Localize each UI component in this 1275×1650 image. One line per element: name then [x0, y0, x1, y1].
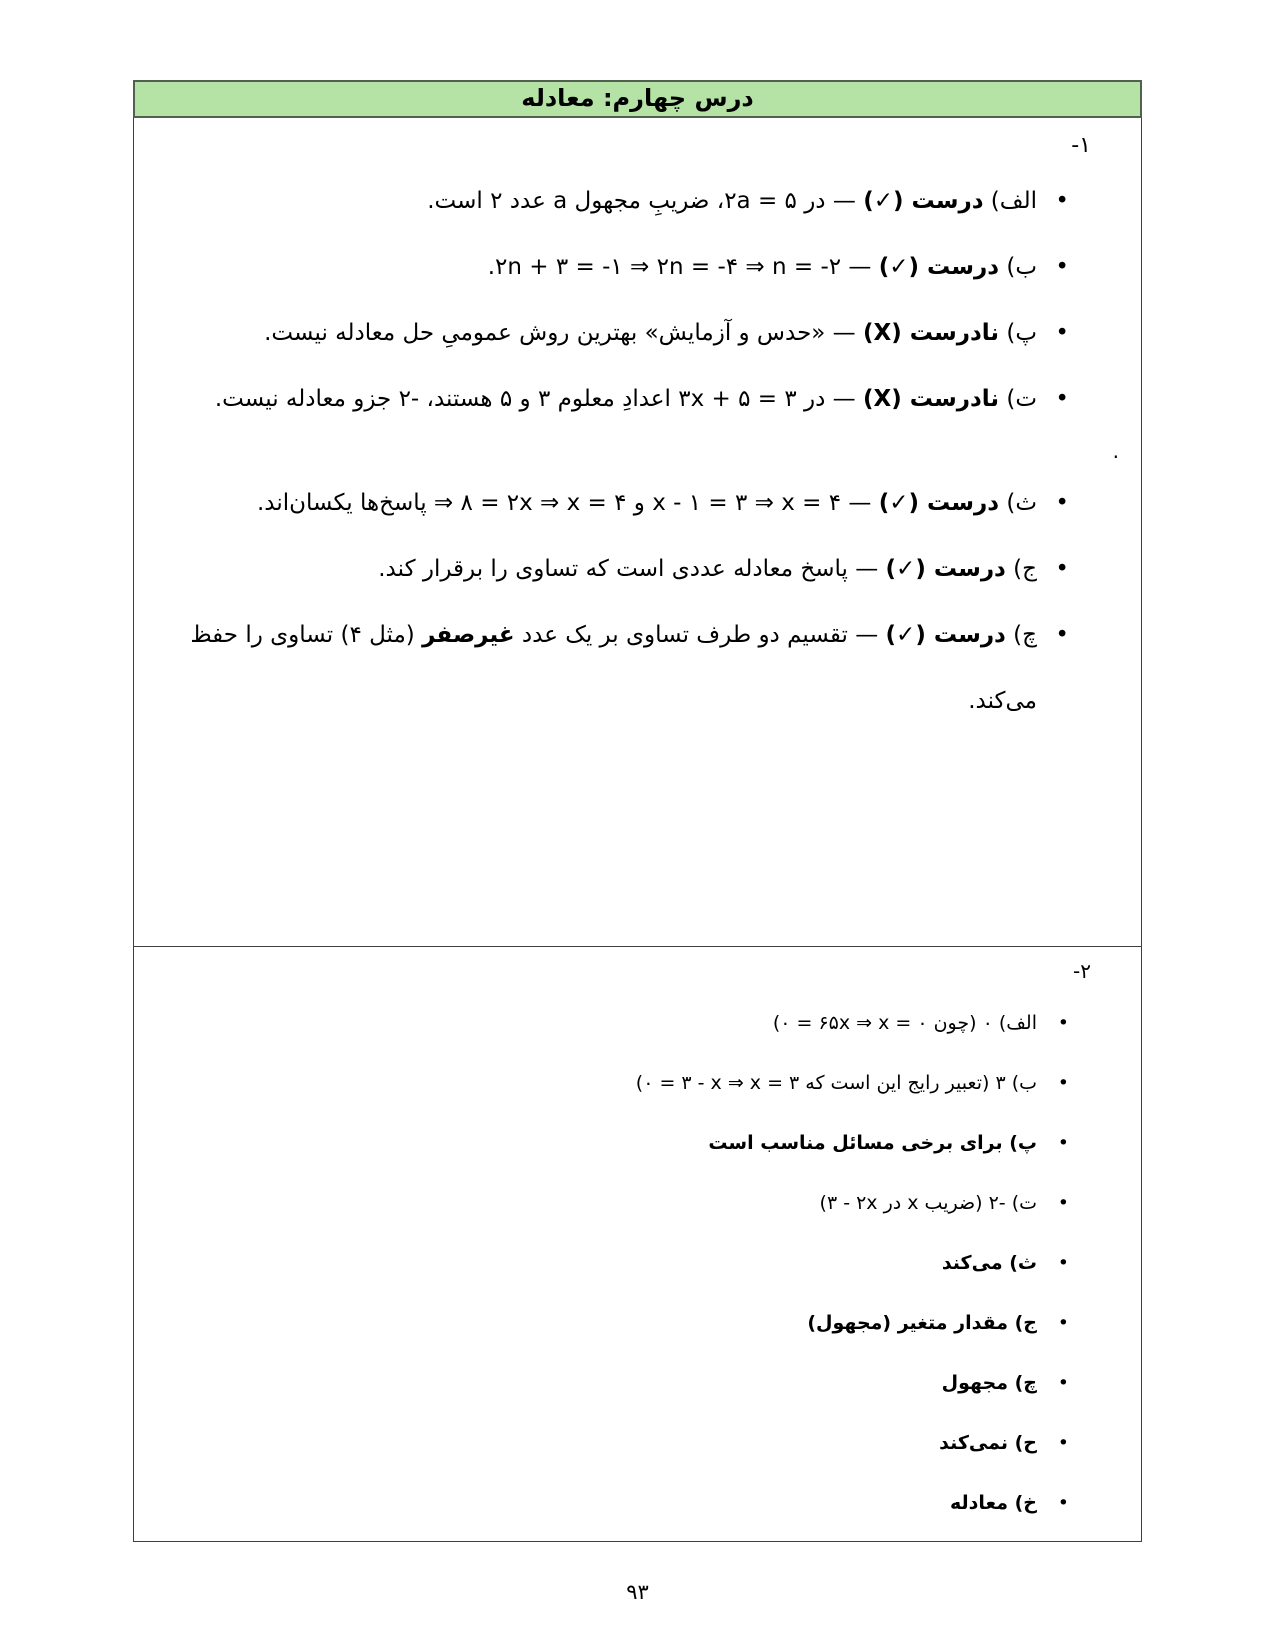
stray-dot [162, 432, 1119, 470]
section-question-2 [134, 946, 1141, 1541]
answer-text-segment: چ) مجهول [941, 1372, 1037, 1394]
answer-text-segment: ج) [1005, 556, 1037, 582]
answer-text-segment: — ⁦۲n + ۳ = -۱ ⇒ ۲n = -۴ ⇒ n = -۲⁩. [487, 254, 879, 280]
answer-text-segment: پ) [999, 320, 1037, 346]
answer-text-segment: غیرصفر [422, 622, 515, 648]
answer-text-segment: ث) [999, 490, 1037, 516]
answer-text-segment: چ) [1005, 622, 1037, 648]
answer-item [162, 1473, 1071, 1533]
answer-item [162, 366, 1071, 432]
answer-text-segment: (مثل ۴) تساوی را حفظ می‌کند. [190, 622, 1037, 714]
answer-text-segment: درست (✓) [885, 556, 1006, 582]
answer-text-segment: ث) می‌کند [941, 1252, 1037, 1274]
answer-text-segment: ح) نمی‌کند [939, 1432, 1037, 1454]
answer-text-segment: درست (✓) [885, 622, 1006, 648]
worksheet [133, 80, 1142, 1542]
question-number-2: ۲- [1073, 959, 1091, 983]
answer-text-segment: درست (✓) [878, 490, 1000, 516]
lesson-title: درس چهارم: معادله [521, 84, 754, 112]
answer-item [162, 1173, 1071, 1233]
answer-item [162, 536, 1071, 602]
answer-list-1 [134, 168, 1141, 734]
answer-item [162, 1413, 1071, 1473]
answer-text-segment: خ) معادله [949, 1492, 1037, 1514]
answer-text-segment: الف) ۰ (چون ⁦۰ = ۶۵x ⇒ x = ۰⁩) [772, 1012, 1037, 1034]
answer-text-segment: درست (✓) [878, 254, 1000, 280]
section-question-1 [134, 118, 1141, 946]
answer-text-segment: نادرست (X) [863, 320, 1000, 346]
answer-text-segment: . [1112, 439, 1119, 463]
answer-item [162, 602, 1071, 734]
answer-item [162, 1353, 1071, 1413]
answer-text-segment: پ) برای برخی مسائل مناسب است [708, 1132, 1037, 1154]
answer-text-segment: الف) [983, 188, 1037, 214]
answer-text-segment: — «حدس و آزمایش» بهترین روش عمومیِ حل معادله نیست. [264, 320, 863, 346]
answer-text-segment: ب) ۳ (تعبیر رایج این است که ⁦۰ = ۳ - x ⇒ x = ۳⁩) [635, 1072, 1037, 1094]
answer-item [162, 1053, 1071, 1113]
answer-text-segment: — در ⁦۲a = ۵⁩، ضریبِ مجهول a عدد ۲ است. [427, 188, 864, 214]
answer-item [162, 168, 1071, 234]
answer-item [162, 1113, 1071, 1173]
page-number: ۹۳ [626, 1580, 649, 1604]
answer-item [162, 470, 1071, 536]
answer-text-segment: نادرست (X) [863, 386, 1000, 412]
answer-text-segment: — ⁦x - ۱ = ۳ ⇒ x = ۴⁩ و ⁦۸ = ۲x ⇒ x = ۴⁩ ⇒ پاسخ‌ها یکسان‌اند. [256, 490, 879, 516]
answer-item [162, 1233, 1071, 1293]
answer-item [162, 1293, 1071, 1353]
answer-text-segment: ب) [999, 254, 1037, 280]
lesson-header [133, 80, 1142, 118]
answer-text-segment: — در ⁦۳x + ۵ = ۳⁩ اعدادِ معلوم ۳ و ۵ هستند، -۲ جزو معادله نیست. [214, 386, 863, 412]
answer-item [162, 300, 1071, 366]
answer-text-segment: ت) -۲ (ضریب x در ⁦۳ - ۲x⁩) [819, 1192, 1037, 1214]
answer-text-segment: ت) [999, 386, 1037, 412]
answer-text-segment: — پاسخ معادله عددی است که تساوی را برقرار کند. [378, 556, 886, 582]
question-number-1: ۱- [1071, 133, 1091, 158]
answer-text-segment: درست (✓) [863, 188, 984, 214]
answer-item [162, 234, 1071, 300]
answer-item [162, 993, 1071, 1053]
answer-text-segment: ج) مقدار متغیر (مجهول) [807, 1312, 1037, 1334]
answer-text-segment: — تقسیم دو طرف تساوی بر یک عدد [514, 622, 886, 648]
answer-list-2 [134, 993, 1141, 1533]
content-box [133, 118, 1142, 1542]
